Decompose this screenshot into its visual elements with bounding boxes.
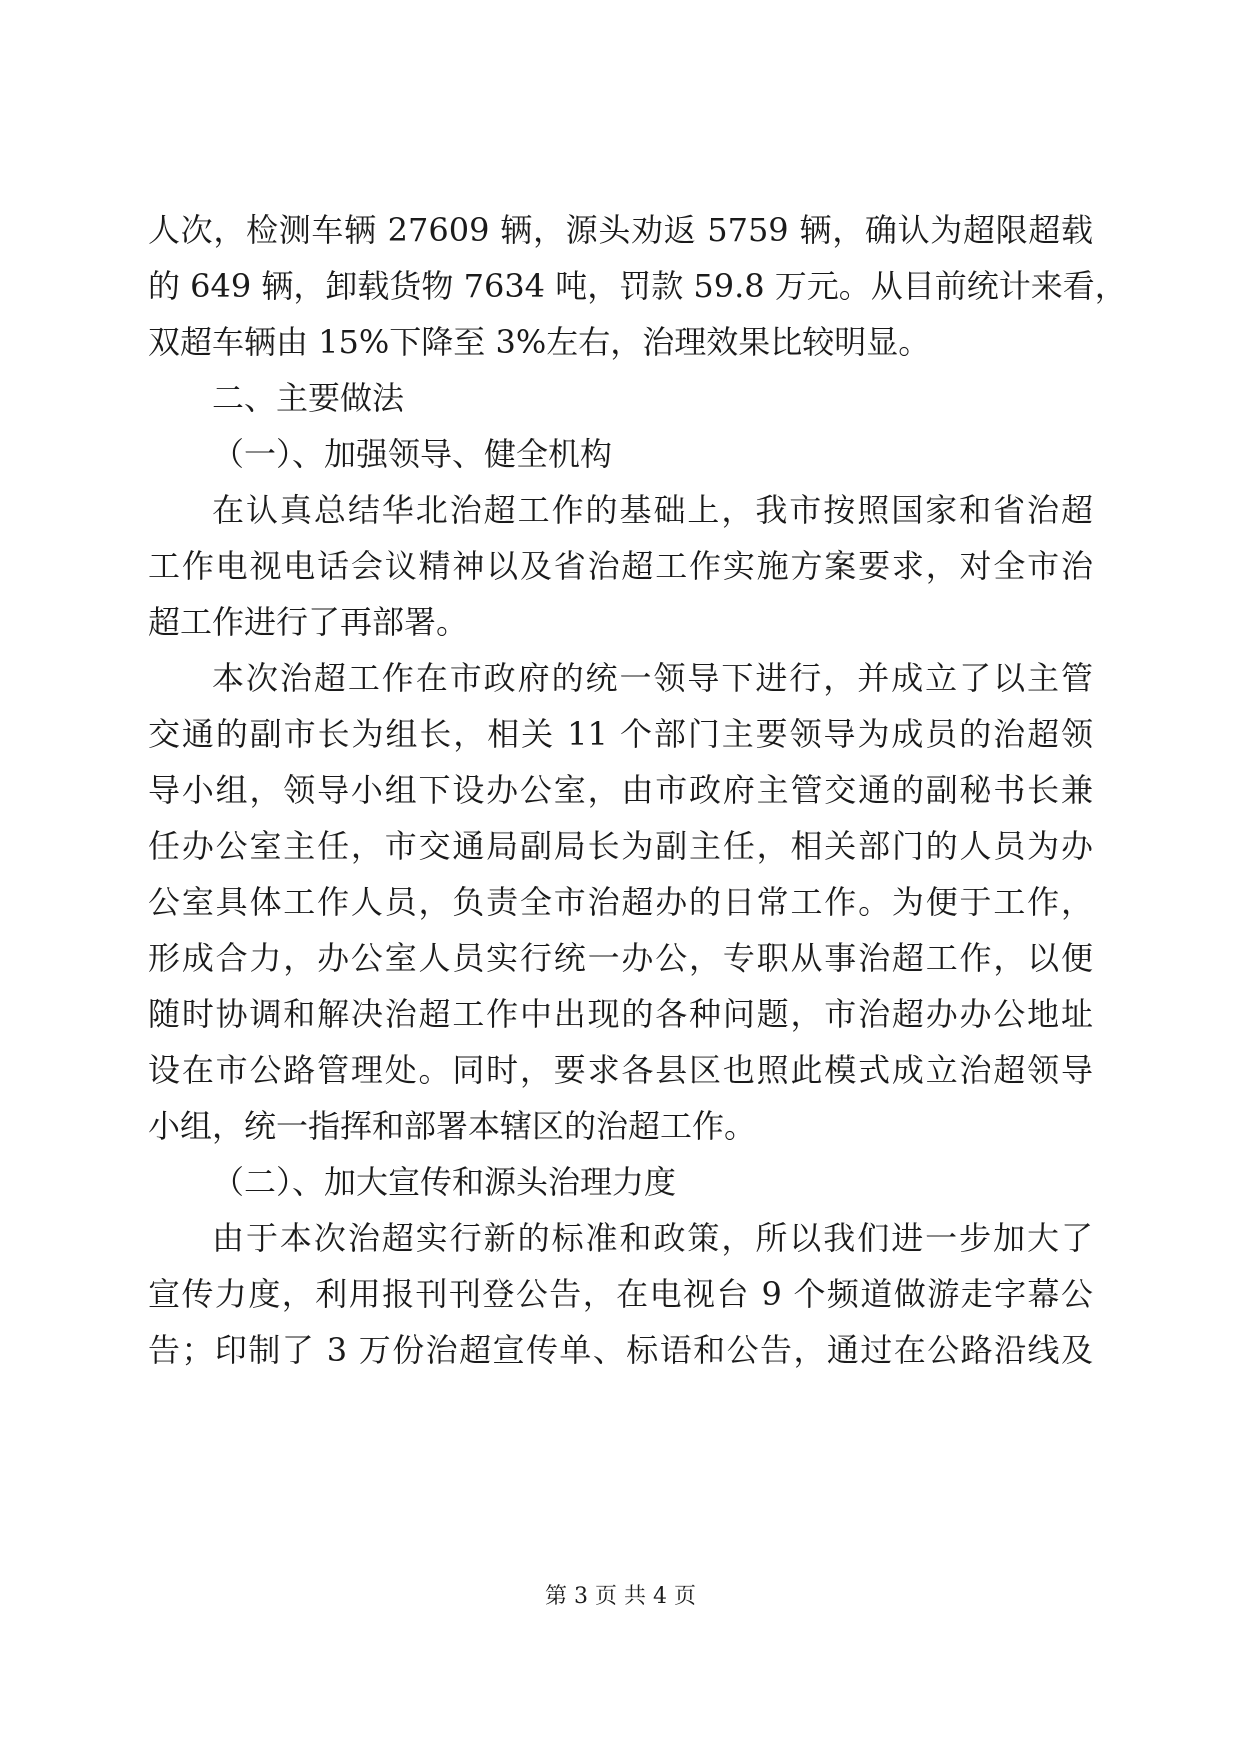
subsection-heading: （二）、加大宣传和源头治理力度 — [212, 1163, 677, 1201]
page-footer: 第 3 页 共 4 页 — [545, 1584, 696, 1609]
body-text-line: 任办公室主任，市交通局副局长为副主任，相关部门的人员为办 — [148, 827, 1093, 865]
body-text-line: 人次，检测车辆 27609 辆，源头劝返 5759 辆，确认为超限超载 — [148, 211, 1093, 249]
body-text-line: 工作电视电话会议精神以及省治超工作实施方案要求，对全市治 — [148, 547, 1093, 585]
body-text-line: 双超车辆由 15%下降至 3%左右，治理效果比较明显。 — [148, 323, 931, 361]
body-text-line: 告；印制了 3 万份治超宣传单、标语和公告，通过在公路沿线及 — [148, 1331, 1093, 1369]
body-text-line: 设在市公路管理处。同时，要求各县区也照此模式成立治超领导 — [148, 1051, 1093, 1089]
body-text-line: 小组，统一指挥和部署本辖区的治超工作。 — [148, 1107, 757, 1145]
body-text-line: 公室具体工作人员，负责全市治超办的日常工作。为便于工作， — [148, 883, 1093, 921]
body-text-line: 的 649 辆，卸载货物 7634 吨，罚款 59.8 万元。从目前统计来看， — [148, 267, 1127, 305]
body-text-line: 形成合力，办公室人员实行统一办公，专职从事治超工作，以便 — [148, 939, 1093, 977]
body-text-line: 导小组，领导小组下设办公室，由市政府主管交通的副秘书长兼 — [148, 771, 1093, 809]
body-text-line: 宣传力度，利用报刊刊登公告，在电视台 9 个频道做游走字幕公 — [148, 1275, 1093, 1313]
body-text-line: 由于本次治超实行新的标准和政策，所以我们进一步加大了 — [212, 1219, 1093, 1257]
subsection-heading: （一）、加强领导、健全机构 — [212, 435, 613, 473]
body-text-line: 在认真总结华北治超工作的基础上，我市按照国家和省治超 — [212, 491, 1093, 529]
body-text-line: 交通的副市长为组长，相关 11 个部门主要领导为成员的治超领 — [148, 715, 1093, 753]
body-text-line: 超工作进行了再部署。 — [148, 603, 469, 641]
body-text-line: 本次治超工作在市政府的统一领导下进行，并成立了以主管 — [212, 659, 1093, 697]
section-heading: 二、主要做法 — [212, 379, 405, 417]
body-text-line: 随时协调和解决治超工作中出现的各种问题，市治超办办公地址 — [148, 995, 1093, 1033]
